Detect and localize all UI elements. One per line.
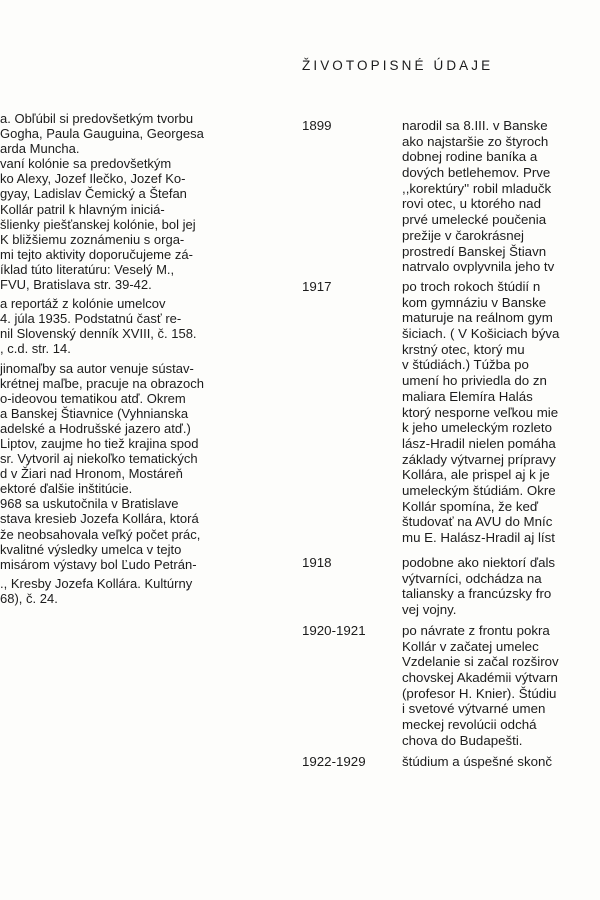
entry-line: kom gymnáziu v Banske [402, 294, 547, 310]
footnote-line: a. Obľúbil si predovšetkým tvorbu [0, 111, 194, 126]
entry-line: Kollára, ale prispel aj k je [402, 467, 550, 483]
entry-line: natrvalo ovplyvnila jeho tv [402, 259, 555, 275]
entry-text [402, 555, 600, 618]
entry-line: po troch rokoch štúdií n [402, 279, 541, 294]
entry-line: mu E. Halász-Hradil aj líst [402, 530, 555, 545]
footnote-line: ektoré ďalšie inštitúcie. [0, 481, 133, 497]
footnote-line: mi tejto aktivity doporučujeme zá- [0, 246, 193, 262]
entry-line: dobnej rodine baníka a [402, 149, 538, 165]
footnote-line: Gogha, Paula Gauguina, Georgesa [0, 126, 204, 142]
footnote-line: , c.d. str. 14. [0, 341, 71, 357]
entry-line: Vzdelanie si začal rozširov [402, 654, 559, 670]
entry-line: (profesor H. Knier). Štúdiu [402, 685, 557, 701]
footnotes-column [0, 111, 270, 606]
footnote-line: adelské a Hodrušské jazero atď.) [0, 420, 191, 436]
entry-line: meckej revolúcii odchá [402, 717, 537, 733]
footnote-line: FVU, Bratislava str. 39-42. [0, 277, 152, 293]
entry-line: umeleckým štúdiám. Okre [402, 482, 556, 498]
entry-line: rovi otec, u ktorého nad [402, 196, 541, 212]
footnote-line: vaní kolónie sa predovšetkým [0, 156, 172, 172]
entry-line: maliara Elemíra Halás [402, 388, 533, 404]
footnote-line: Liptov, zaujme ho tiež krajina spod [0, 435, 199, 451]
footnote-line: a Banskej Štiavnice (Vyhnianska [0, 405, 189, 421]
footnote-line: o-ideovou tematikou atď. Okrem [0, 390, 186, 406]
entry-text [402, 279, 600, 546]
entry-line: krstný otec, ktorý mu [402, 341, 525, 357]
entry-line: študovať na AVU do Mníc [402, 514, 553, 530]
footnote-line: 968 sa uskutočnila v Bratislave [0, 496, 179, 512]
footnote-line: 68), č. 24. [0, 590, 58, 606]
entry-line: ako najstaršie zo štyroch [402, 133, 549, 149]
entry-line: k jeho umeleckým rozleto [402, 420, 553, 436]
footnote-line: že neobsahovala veľký počet prác, [0, 526, 201, 542]
entry-year: 1920-1921 [302, 623, 366, 638]
entry-line: Kollár v začatej umelec [402, 638, 539, 654]
entry-line: šiciach. ( V Košiciach býva [402, 326, 560, 342]
footnote-line: a reportáž z kolónie umelcov [0, 296, 166, 312]
footnote-line: nil Slovenský denník XVIII, č. 158. [0, 326, 197, 342]
entry-line: i svetové výtvarné umen [402, 701, 546, 717]
entry-line: prvé umelecké poučenia [402, 212, 547, 228]
footnote-line: stava kresieb Jozefa Kollára, ktorá [0, 511, 199, 527]
entry-year: 1918 [302, 555, 332, 570]
entry-line: v štúdiách.) Túžba po [402, 357, 529, 373]
footnote-line: misárom výstavy bol Ľudo Petrán- [0, 556, 197, 572]
entry-line: narodil sa 8.III. v Banske [402, 118, 548, 133]
footnote-line: arda Muncha. [0, 141, 80, 157]
footnote-line: Kollár patril k hlavným iniciá- [0, 201, 165, 217]
section-heading: ŽIVOTOPISNÉ ÚDAJE [302, 58, 494, 73]
entry-year: 1899 [302, 118, 332, 133]
entry-line: podobne ako niektorí ďals [402, 555, 556, 570]
footnote-line: sr. Vytvoril aj niekoľko tematických [0, 451, 198, 467]
entry-line: Kollár spomína, že keď [402, 498, 539, 514]
footnote [0, 496, 270, 571]
entry-line: prostredí Banskej Štiavn [402, 243, 547, 259]
footnote-line: 4. júla 1935. Podstatnú časť re- [0, 311, 182, 327]
entry-line: prežije v čarokrásnej [402, 227, 524, 243]
footnote [0, 296, 270, 356]
entry-line: chova do Budapešti. [402, 732, 523, 748]
footnote-line: ., Kresby Jozefa Kollára. Kultúrny [0, 575, 193, 591]
entry-line: výtvarníci, odchádza na [402, 570, 542, 586]
footnote-line: šlienky piešťanskej kolónie, bol jej [0, 216, 196, 232]
footnote-line: K bližšiemu zoznámeniu s orga- [0, 231, 185, 247]
footnote-line: d v Žiari nad Hronom, Mostáreň [0, 466, 183, 482]
footnote-line: kvalitné výsledky umelca v tejto [0, 541, 182, 557]
entry-text [402, 623, 600, 749]
footnote [0, 361, 270, 497]
entry-line: ,,korektúry'' robil mladučk [402, 180, 552, 196]
entry-year: 1922-1929 [302, 754, 366, 769]
footnote [0, 576, 270, 606]
entry-line: dových betlehemov. Prve [402, 165, 551, 181]
entry-text [402, 118, 600, 275]
entry-line: po návrate z frontu pokra [402, 623, 550, 638]
entry-line: chovskej Akadémii výtvarn [402, 670, 558, 686]
entry-line: umení ho priviedla do zn [402, 373, 547, 389]
entry-text [402, 754, 600, 770]
footnote [0, 111, 270, 156]
footnote-line: íklad túto literatúru: Veselý M., [0, 261, 175, 277]
footnote-line: ko Alexy, Jozef Ilečko, Jozef Ko- [0, 171, 186, 187]
entry-line: štúdium a úspešné skonč [402, 754, 553, 769]
footnote [0, 156, 270, 292]
entry-year: 1917 [302, 279, 332, 294]
entry-line: základy výtvarnej prípravy [402, 451, 556, 467]
footnote-line: gyay, Ladislav Čemický a Štefan [0, 186, 187, 202]
footnote-line: krétnej maľbe, pracuje na obrazoch [0, 375, 204, 391]
entry-line: ktorý nesporne veľkou mie [402, 404, 559, 420]
entry-line: taliansky a francúzsky fro [402, 586, 552, 602]
footnote-line: jinomaľby sa autor venuje sústav- [0, 360, 194, 376]
entry-line: maturuje na reálnom gym [402, 310, 553, 326]
entry-line: lász-Hradil nielen pomáha [402, 435, 556, 451]
entry-line: vej vojny. [402, 602, 457, 618]
